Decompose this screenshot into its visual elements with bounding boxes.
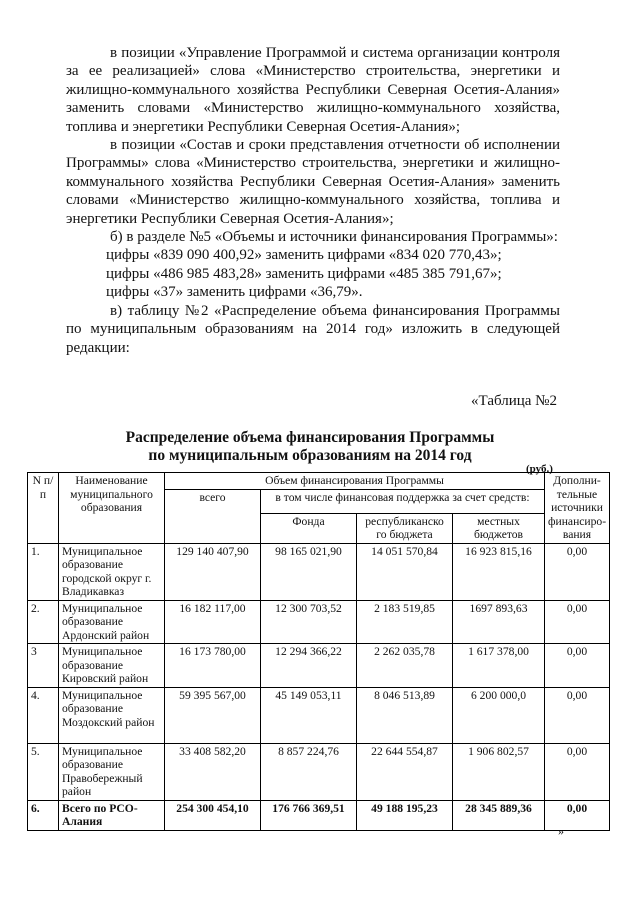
table-row (28, 743, 610, 800)
paragraph-figures-2: цифры «486 985 483,28» заменить цифрами «485 385 791,67»; (106, 265, 502, 282)
paragraph-reporting: в позиции «Состав и сроки представления отчетности об исполнении Программы» слова «Министерство строительства, энергетики и жилищно-коммунального хозяйства Республики Северная Осетия-Алания» заменить словами «Министерство жилищно-коммунального хозяйства, топлива и энергетики Республики Северная Осетия-Алания»; (66, 137, 560, 227)
table-title-line2: по муниципальным образованиям на 2014 год (148, 447, 472, 464)
row-local: 1 906 802,57 (453, 743, 545, 800)
financing-table (27, 472, 610, 831)
row-total: 16 182 117,00 (165, 600, 261, 644)
row-extra: 0,00 (545, 687, 610, 743)
row-total: 129 140 407,90 (165, 543, 261, 600)
row-fund: 12 294 366,22 (261, 644, 357, 688)
row-municipality: Муниципальное образование городской округ г. Владикавказ (59, 543, 165, 600)
header-volume: Объем финансирования Программы (165, 473, 545, 490)
table-row (28, 600, 610, 644)
row-local: 1697 893,63 (453, 600, 545, 644)
row-local: 6 200 000,0 (453, 687, 545, 743)
row-local: 1 617 378,00 (453, 644, 545, 688)
row-extra: 0,00 (545, 743, 610, 800)
table-row (28, 687, 610, 743)
row-number: 6. (28, 800, 59, 830)
header-extra: Дополни- тельные источники финансиро- вания (545, 473, 610, 544)
table-title (60, 429, 560, 465)
row-municipality: Всего по РСО-Алания (59, 800, 165, 830)
row-municipality: Муниципальное образование Моздокский район (59, 687, 165, 743)
table-title-line1: Распределение объема финансирования Программы (125, 429, 495, 446)
paragraph-figures-3: цифры «37» заменить цифрами «36,79». (106, 284, 363, 301)
paragraph-figures-1: цифры «839 090 400,92» заменить цифрами «834 020 770,43»; (106, 247, 502, 264)
row-total: 33 408 582,20 (165, 743, 261, 800)
paragraph-management: в позиции «Управление Программой и система организации контроля за ее реализацией» слова «Министерство строительства, энергетики и жилищно-коммунального хозяйства Республики Северная Осетия-Алания» заменить словами «Министерство жилищно-коммунального хозяйства, топлива и энергетики Республики Северная Осетия-Алания»; (66, 45, 560, 135)
row-fund: 12 300 703,52 (261, 600, 357, 644)
row-extra: 0,00 (545, 543, 610, 600)
header-fund: Фонда (261, 513, 357, 543)
header-num: N п/п (28, 473, 59, 544)
table-row-total (28, 800, 610, 830)
row-fund: 8 857 224,76 (261, 743, 357, 800)
row-number: 2. (28, 600, 59, 644)
row-republic: 49 188 195,23 (357, 800, 453, 830)
row-local: 28 345 889,36 (453, 800, 545, 830)
row-extra: 0,00 (545, 644, 610, 688)
amendment-text (66, 44, 560, 357)
row-republic: 8 046 513,89 (357, 687, 453, 743)
row-number: 3 (28, 644, 59, 688)
row-number: 5. (28, 743, 59, 800)
row-fund: 176 766 369,51 (261, 800, 357, 830)
unit-label: (руб.) (526, 463, 553, 475)
header-name: Наименование муниципального образования (59, 473, 165, 544)
header-incl: в том числе финансовая поддержка за счет средств: (261, 489, 545, 513)
header-total: всего (165, 489, 261, 543)
row-total: 59 395 567,00 (165, 687, 261, 743)
row-republic: 14 051 570,84 (357, 543, 453, 600)
closing-quote: » (558, 824, 564, 838)
row-extra: 0,00 (545, 800, 610, 830)
header-row-1 (28, 473, 610, 490)
table-row (28, 543, 610, 600)
row-municipality: Муниципальное образование Правобережный район (59, 743, 165, 800)
row-republic: 2 183 519,85 (357, 600, 453, 644)
header-republic: республиканско го бюджета (357, 513, 453, 543)
row-total: 254 300 454,10 (165, 800, 261, 830)
row-fund: 98 165 021,90 (261, 543, 357, 600)
row-municipality: Муниципальное образование Ардонский район (59, 600, 165, 644)
row-fund: 45 149 053,11 (261, 687, 357, 743)
table-row (28, 644, 610, 688)
header-local: местных бюджетов (453, 513, 545, 543)
row-number: 1. (28, 543, 59, 600)
table-number: «Таблица №2 (471, 393, 557, 409)
paragraph-section5: б) в разделе №5 «Объемы и источники финансирования Программы»: (110, 229, 558, 246)
row-local: 16 923 815,16 (453, 543, 545, 600)
row-municipality: Муниципальное образование Кировский район (59, 644, 165, 688)
row-extra: 0,00 (545, 600, 610, 644)
row-total: 16 173 780,00 (165, 644, 261, 688)
row-republic: 22 644 554,87 (357, 743, 453, 800)
paragraph-table2: в) таблицу №2 «Распределение объема финансирования Программы по муниципальным образованиям на 2014 год» изложить в следующей редакции: (66, 302, 560, 356)
row-number: 4. (28, 687, 59, 743)
row-republic: 2 262 035,78 (357, 644, 453, 688)
